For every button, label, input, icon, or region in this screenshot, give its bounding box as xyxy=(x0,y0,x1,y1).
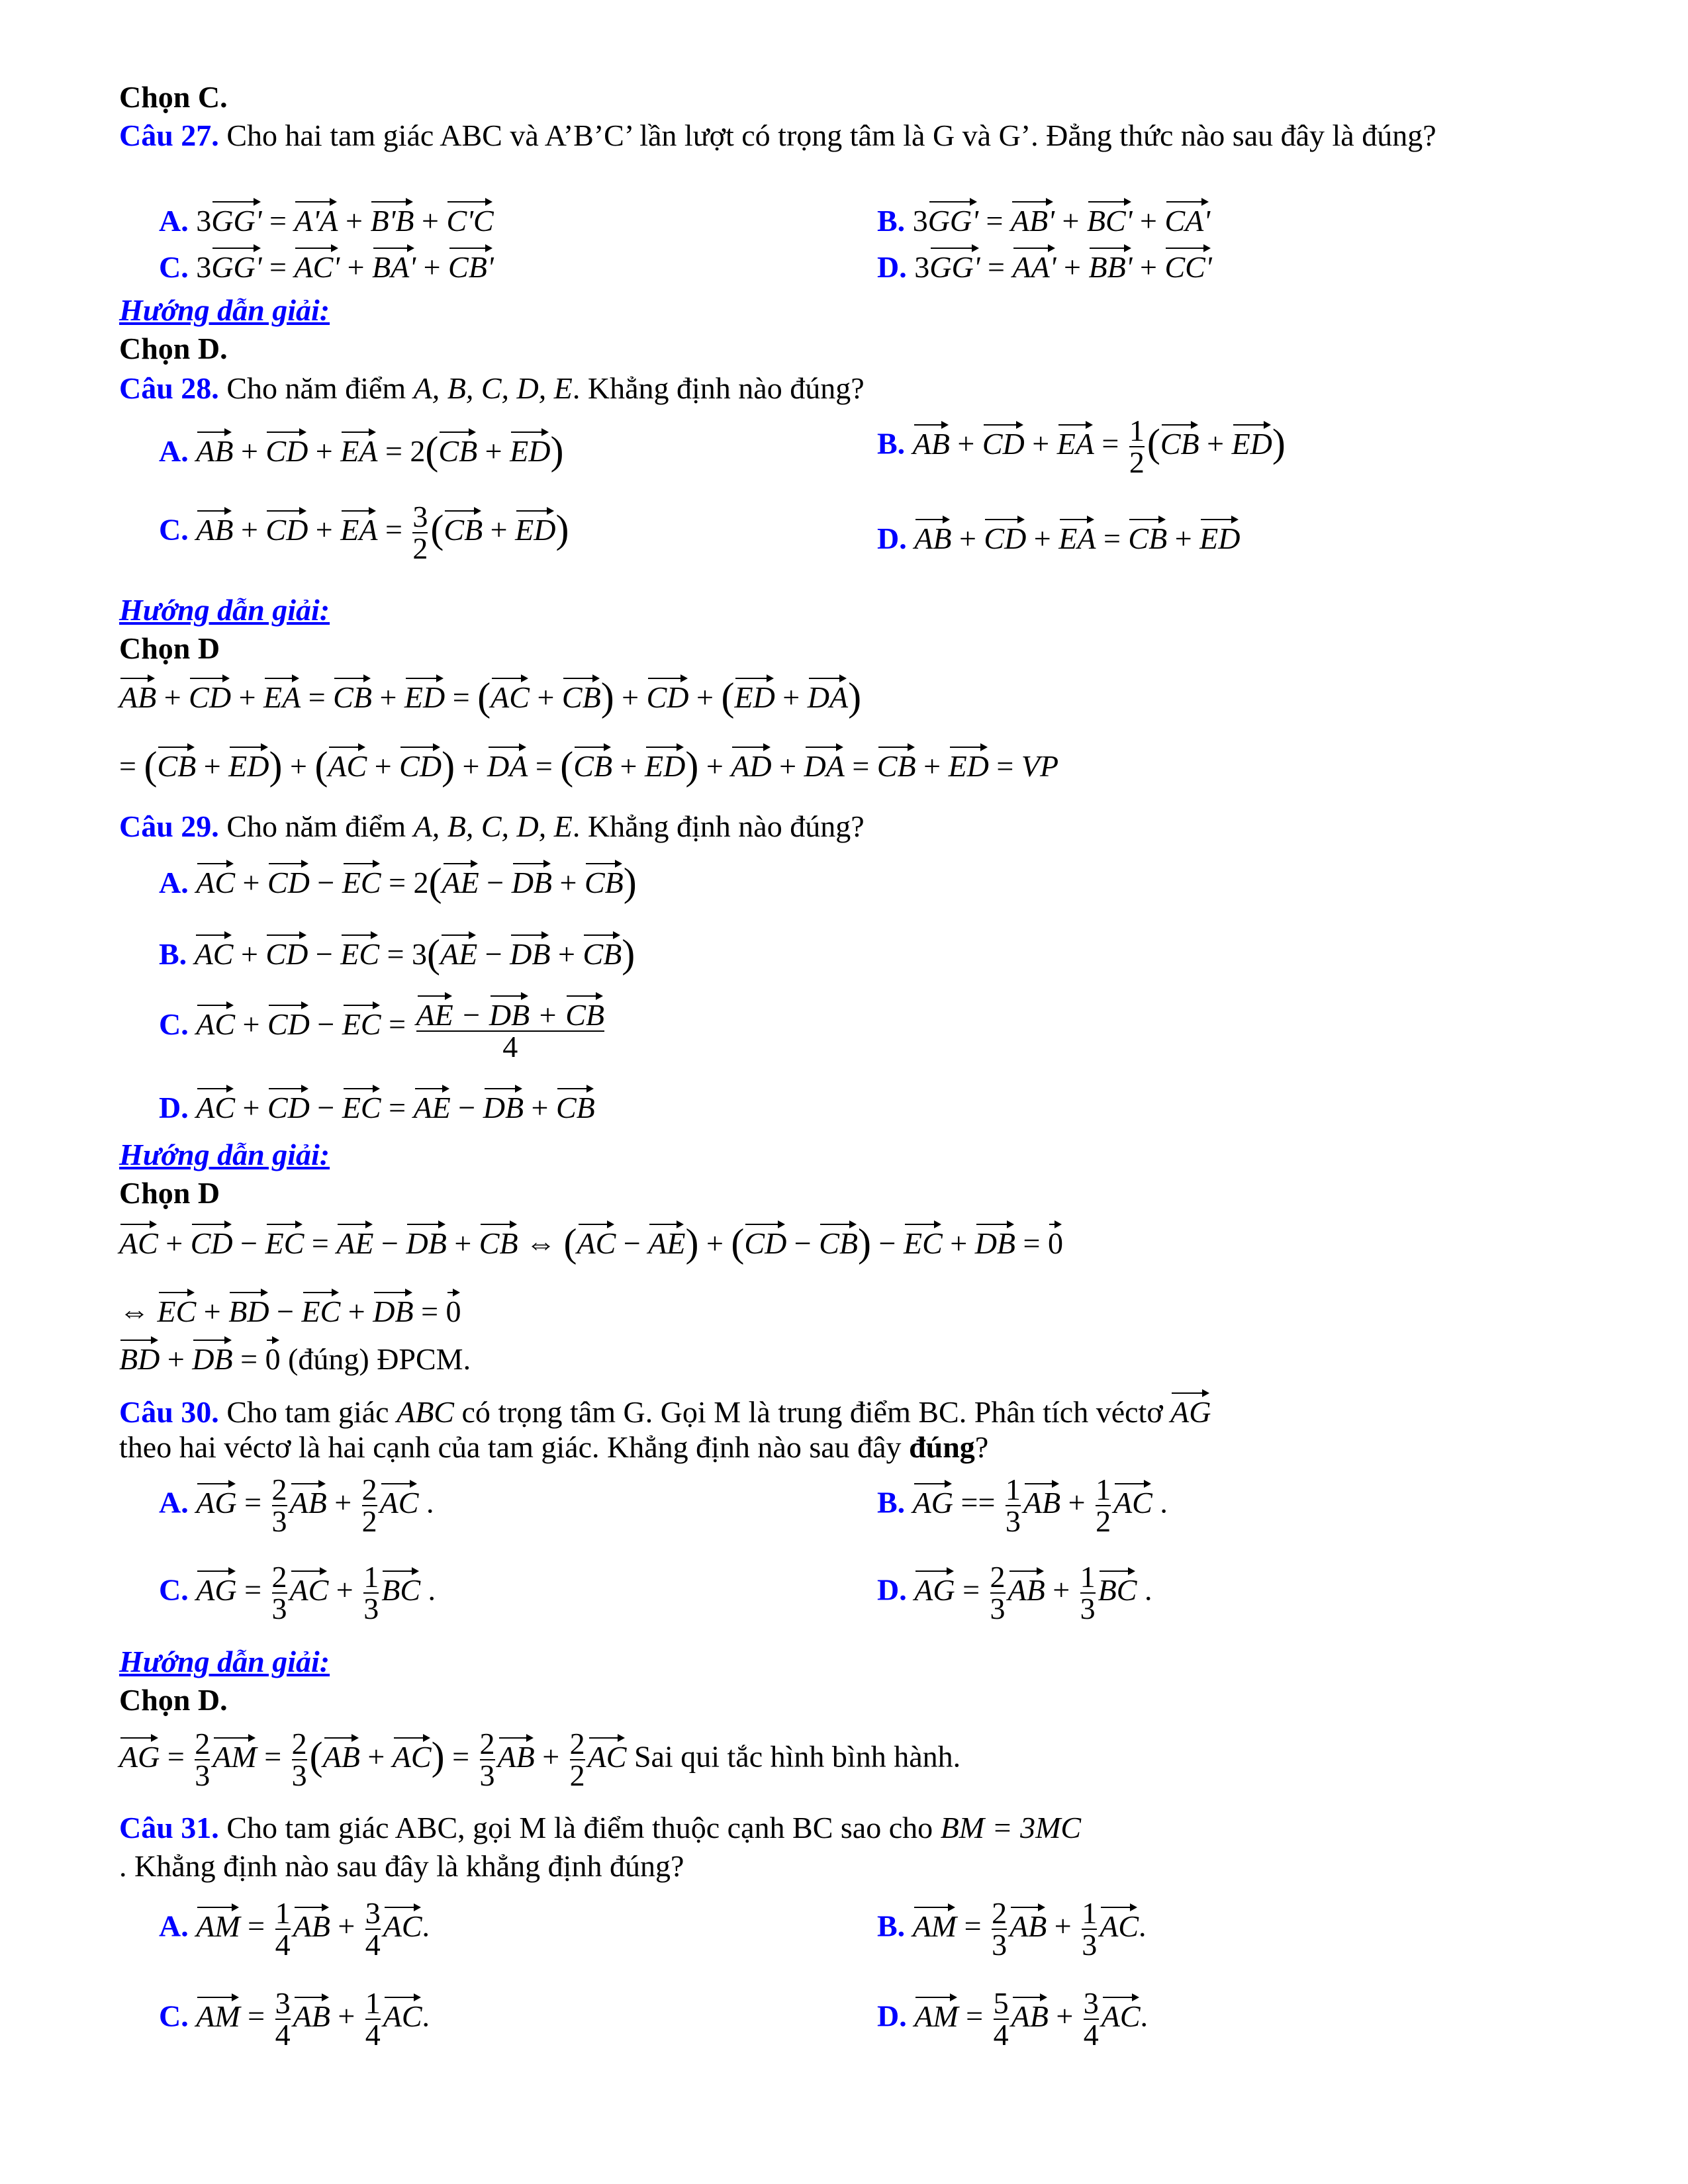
q28-option-d: D. AB + CD + EA = CB + ED xyxy=(877,516,1536,558)
q31-option-d: D. AM = $\frac{5}{4}$ AB + $\frac{3}{4}$ AC. xyxy=(877,1986,1149,2052)
solution-heading: Hướng dẫn giải: xyxy=(119,1138,330,1171)
q27-option-b: B. 3GG' = AB' + BC' + CA' xyxy=(877,199,1536,240)
answer-line: Chọn D. xyxy=(119,1683,228,1717)
solution-heading: Hướng dẫn giải: xyxy=(119,293,330,327)
q29-option-b: B. AC + CD − EC = 3(AE − DB + CB) xyxy=(159,932,635,976)
answer-line: Chọn D xyxy=(119,631,220,665)
q28-solution-line-1: AB + CD + EA = CB + ED = (AC + CB) + CD + (ED + DA) xyxy=(119,675,862,719)
q31-option-b: B. AM = $\frac{2}{3}$ AB + $\frac{1}{3}$ AC. xyxy=(877,1896,1147,1962)
q30-solution-line: AG = $\frac{2}{3}$ AM = $\frac{2}{3}$ (AB + AC) = $\frac{2}{3}$ AB + $\frac{2}{2}$ AC Sai qui tắc hình bình hành. xyxy=(119,1727,961,1792)
q29-solution-line-3: BD + DB = 0 (đúng) ĐPCM. xyxy=(119,1337,1536,1379)
q29-solution-line-1: AC + CD − EC = AE − DB + CB ⇔ (AC − AE) + (CD − CB) − EC + DB = 0 xyxy=(119,1221,1063,1265)
answer-line: Chọn D xyxy=(119,1176,220,1210)
q30-option-d: D. AG = $\frac{2}{3}$ AB + $\frac{1}{3}$ BC . xyxy=(877,1560,1152,1625)
question-30-line-2: theo hai véctơ là hai cạnh của tam giác. Khẳng định nào sau đây đúng? xyxy=(119,1430,989,1464)
q29-solution-line-2: ⇔ EC + BD − EC + DB = 0 xyxy=(119,1289,1536,1331)
answer-line: Chọn C. xyxy=(119,80,228,114)
answer-line: Chọn D. xyxy=(119,332,228,365)
q30-option-c: C. AG = $\frac{2}{3}$ AC + $\frac{1}{3}$ BC . xyxy=(159,1560,436,1625)
q31-option-c: C. AM = $\frac{3}{4}$ AB + $\frac{1}{4}$ AC. xyxy=(159,1986,430,2052)
solution-heading: Hướng dẫn giải: xyxy=(119,1645,330,1678)
question-31-line-2: . Khẳng định nào sau đây là khẳng định đúng? xyxy=(119,1849,684,1883)
question-31-line-1: Câu 31. Cho tam giác ABC, gọi M là điểm thuộc cạnh BC sao cho BM = 3MC xyxy=(119,1811,1082,1844)
solution-heading: Hướng dẫn giải: xyxy=(119,593,330,627)
question-28: Câu 28. Cho năm điểm A, B, C, D, E. Khẳng định nào đúng? xyxy=(119,371,865,405)
q28-option-b: B. AB + CD + EA = $\frac{1}{2}$ (CB + ED) xyxy=(877,414,1286,479)
question-30-line-1: Câu 30. Cho tam giác ABC có trọng tâm G. Gọi M là trung điểm BC. Phân tích véctơ AG xyxy=(119,1390,1536,1432)
q28-option-a: A. AB + CD + EA = 2(CB + ED) xyxy=(159,429,564,473)
q27-option-c: C. 3GG' = AC' + BA' + CB' xyxy=(159,245,1536,287)
q27-option-a: A. 3GG' = A'A + B'B + C'C xyxy=(159,199,1536,240)
q30-option-b: B. AG == $\frac{1}{3}$ AB + $\frac{1}{2}$ AC . xyxy=(877,1473,1168,1538)
q29-option-a: A. AC + CD − EC = 2(AE − DB + CB) xyxy=(159,860,637,904)
q30-option-a: A. AG = $\frac{2}{3}$ AB + $\frac{2}{2}$ AC . xyxy=(159,1473,434,1538)
q28-option-c: C. AB + CD + EA = $\frac{3}{2}$ (CB + ED) xyxy=(159,500,569,565)
q28-solution-line-2: = (CB + ED) + (AC + CD) + DA = (CB + ED) + AD + DA = CB + ED = VP xyxy=(119,744,1059,788)
question-29: Câu 29. Cho năm điểm A, B, C, D, E. Khẳng định nào đúng? xyxy=(119,809,865,843)
q29-option-d: D. AC + CD − EC = AE − DB + CB xyxy=(159,1085,1536,1127)
q27-option-d: D. 3GG' = AA' + BB' + CC' xyxy=(877,245,1536,287)
q29-option-c: C. AC + CD − EC = $\frac{AE - DB + CB}{4}$ xyxy=(159,993,1536,1062)
question-27: Câu 27. Cho hai tam giác ABC và A’B’C’ lần lượt có trọng tâm là G và G’. Đẳng thức nào sau đây là đúng? xyxy=(119,118,1436,152)
q31-option-a: A. AM = $\frac{1}{4}$ AB + $\frac{3}{4}$ AC. xyxy=(159,1896,430,1962)
